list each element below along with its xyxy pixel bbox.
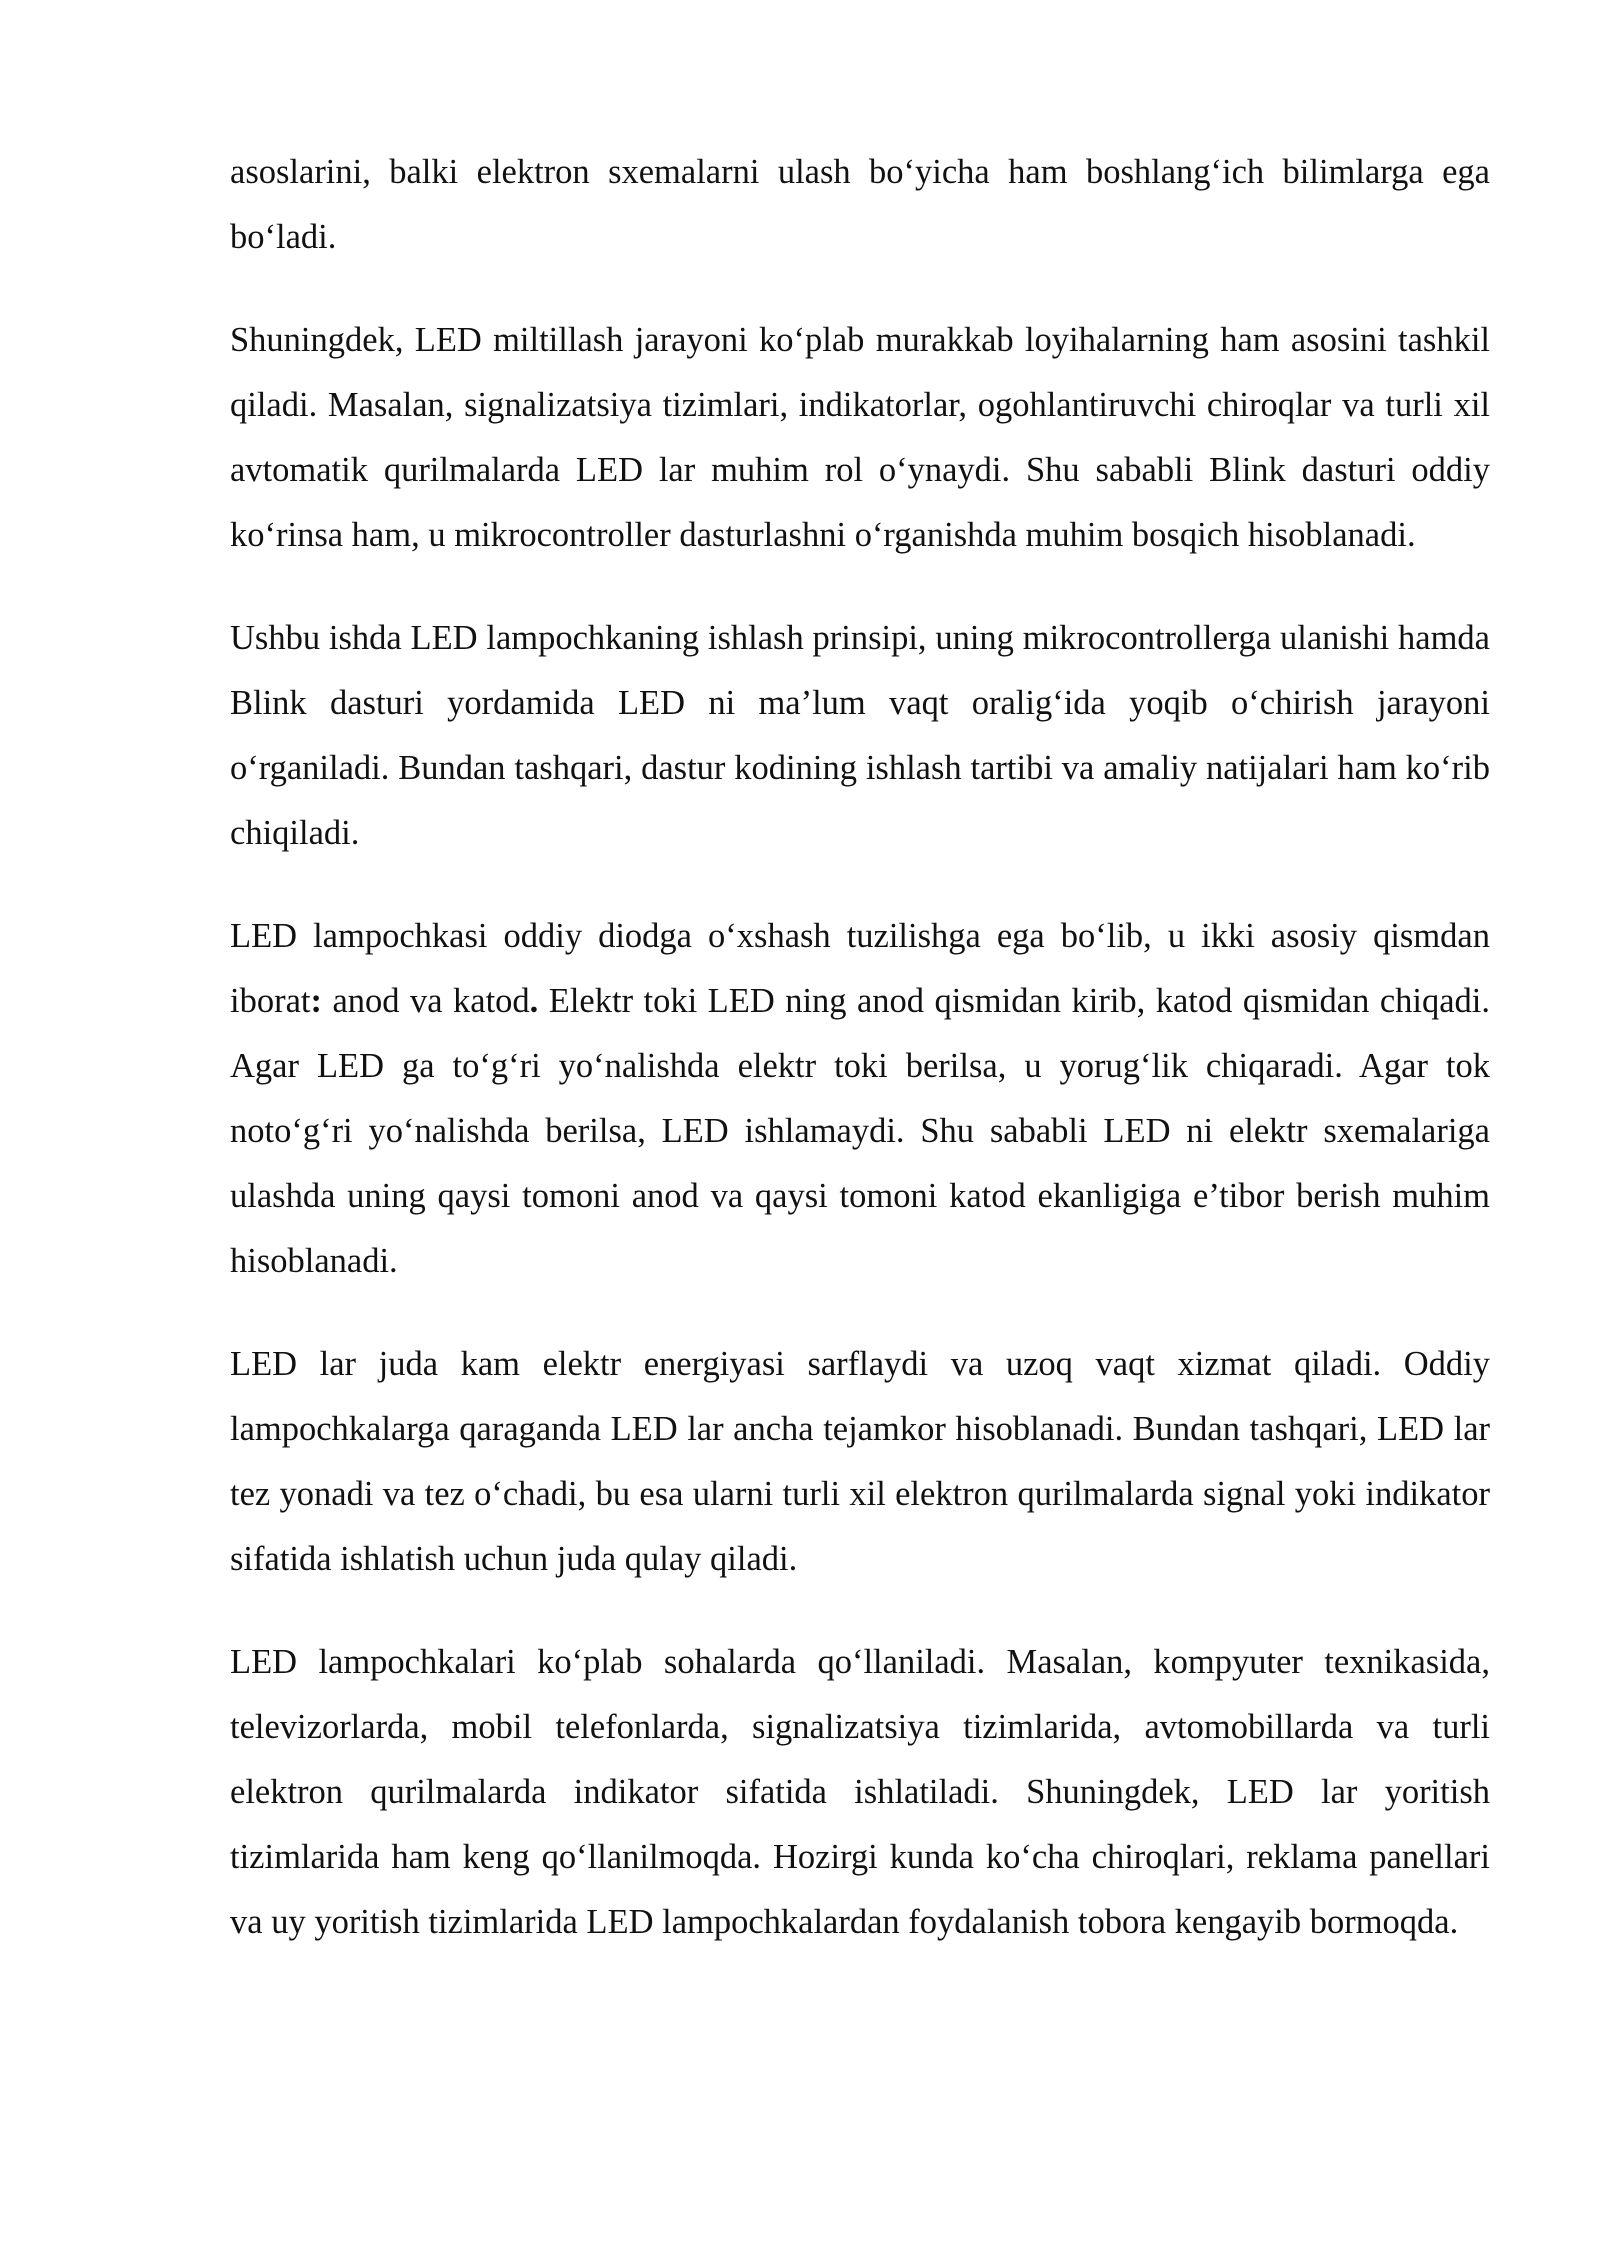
paragraph-text: Elektr toki LED ning anod qismidan kirib, katod qismidan chiqadi. Agar LED ga to‘g‘ri yo‘nalishda elektr toki berilsa, u yorug‘lik chiqaradi. Agar tok noto‘g‘ri yo‘nalishda berilsa, LED ishlamaydi. Shu sababli LED ni elektr sxemalariga ulashda uning qaysi tomoni anod va qaysi tomoni katod ekanligiga e’tibor berish muhim hisoblanadi. [230,982,1490,1280]
paragraph-text: LED lampochkasi oddiy diodga o‘xshash tuzilishga ega bo‘lib, u ikki asosiy qismdan iborat [230,917,1490,1020]
paragraph-text: asoslarini, balki elektron sxemalarni ulash bo‘yicha ham boshlang‘ich bilimlarga ega bo‘ladi. [230,153,1490,256]
paragraph-6 [230,1630,1490,1955]
paragraph-text: Shuningdek, LED miltillash jarayoni ko‘plab murakkab loyihalarning ham asosini tashkil qiladi. Masalan, signalizatsiya tizimlari, indikatorlar, ogohlantiruvchi chiroqlar va turli xil avtomatik qurilmalarda LED lar muhim rol o‘ynaydi. Shu sababli Blink dasturi oddiy ko‘rinsa ham, u mikrocontroller dasturlashni o‘rganishda muhim bosqich hisoblanadi. [230,321,1490,554]
paragraph-text: anod va katod [321,982,530,1020]
paragraph-1 [230,140,1490,270]
paragraph-text: LED lar juda kam elektr energiyasi sarflaydi va uzoq vaqt xizmat qiladi. Oddiy lampochkalarga qaraganda LED lar ancha tejamkor hisoblanadi. Bundan tashqari, LED lar tez yonadi va tez o‘chadi, bu esa ularni turli xil elektron qurilmalarda signal yoki indikator sifatida ishlatish uchun juda qulay qiladi. [230,1345,1490,1578]
bold-period: . [529,982,539,1020]
paragraph-text: Ushbu ishda LED lampochkaning ishlash prinsipi, uning mikrocontrollerga ulanishi hamda Blink dasturi yordamida LED ni ma’lum vaqt oralig‘ida yoqib o‘chirish jarayoni o‘rganiladi. Bundan tashqari, dastur kodining ishlash tartibi va amaliy natijalari ham ko‘rib chiqiladi. [230,619,1490,852]
paragraph-3 [230,606,1490,866]
bold-colon: : [310,982,322,1020]
paragraph-text: LED lampochkalari ko‘plab sohalarda qo‘llaniladi. Masalan, kompyuter texnikasida, televizorlarda, mobil telefonlarda, signalizatsiya tizimlarida, avtomobillarda va turli elektron qurilmalarda indikator sifatida ishlatiladi. Shuningdek, LED lar yoritish tizimlarida ham keng qo‘llanilmoqda. Hozirgi kunda ko‘cha chiroqlari, reklama panellari va uy yoritish tizimlarida LED lampochkalardan foydalanish tobora kengayib bormoqda. [230,1643,1490,1941]
paragraph-5 [230,1332,1490,1592]
paragraph-2 [230,308,1490,568]
document-page [230,140,1490,1993]
paragraph-4 [230,904,1490,1294]
